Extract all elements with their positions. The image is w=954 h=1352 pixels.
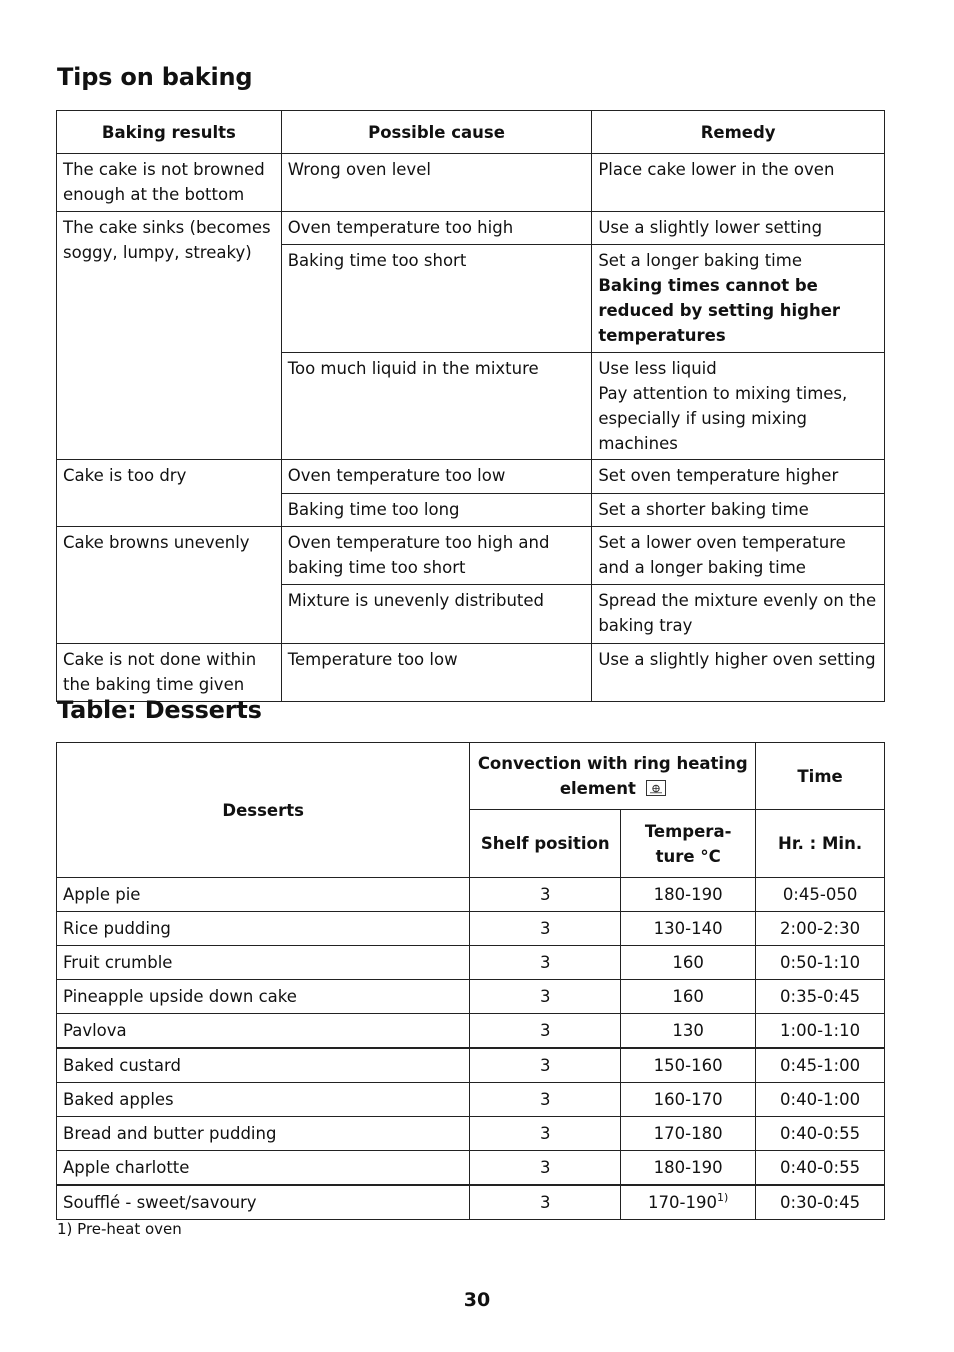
- temperature-value: 180-190: [621, 1151, 756, 1186]
- header-desserts: Desserts: [57, 743, 470, 878]
- cause-cell: Too much liquid in the mixture: [281, 353, 592, 460]
- shelf-value: 3: [470, 946, 621, 980]
- result-cell: Cake is too dry: [57, 460, 282, 527]
- table-row: [57, 878, 885, 912]
- remedy-cell: Set a lower oven temperature and a longer baking time: [592, 527, 885, 585]
- cause-cell: Baking time too long: [281, 494, 592, 527]
- desserts-table: [56, 742, 885, 1220]
- dessert-name: Rice pudding: [57, 912, 470, 946]
- cause-cell: Baking time too short: [281, 245, 592, 353]
- table-row: [57, 644, 885, 702]
- tips-table: [56, 110, 885, 702]
- shelf-value: 3: [470, 1014, 621, 1049]
- temperature-value: 160: [621, 980, 756, 1014]
- table-row: [57, 1048, 885, 1083]
- dessert-name: Pavlova: [57, 1014, 470, 1049]
- time-value: 0:40-0:55: [756, 1117, 885, 1151]
- time-value: 0:35-0:45: [756, 980, 885, 1014]
- temperature-value: 130-140: [621, 912, 756, 946]
- remedy-text: Set a longer baking time: [598, 251, 802, 270]
- remedy-cell: Use a slightly lower setting: [592, 212, 885, 245]
- remedy-cell: Spread the mixture evenly on the baking tray: [592, 585, 885, 644]
- remedy-cell: Set oven temperature higher: [592, 460, 885, 494]
- remedy-warning: Baking times cannot be reduced by setting higher temperatures: [598, 276, 841, 345]
- table-row: [57, 980, 885, 1014]
- header-time: Time: [756, 743, 885, 810]
- table-row: [57, 527, 885, 585]
- temperature-value: 180-190: [621, 878, 756, 912]
- cause-cell: Oven temperature too high and baking time too short: [281, 527, 592, 585]
- tips-heading: Tips on baking: [57, 63, 253, 91]
- shelf-value: 3: [470, 878, 621, 912]
- time-value: 0:45-1:00: [756, 1048, 885, 1083]
- dessert-name: Soufflé - sweet/savoury: [57, 1185, 470, 1220]
- temperature-value: 130: [621, 1014, 756, 1049]
- footnote: 1) Pre-heat oven: [57, 1220, 182, 1238]
- dessert-name: Apple charlotte: [57, 1151, 470, 1186]
- time-value: 0:30-0:45: [756, 1185, 885, 1220]
- header-convection: [470, 743, 756, 810]
- table-row: [57, 154, 885, 212]
- cause-cell: Mixture is unevenly distributed: [281, 585, 592, 644]
- cause-cell: Oven temperature too low: [281, 460, 592, 494]
- remedy-text: Pay attention to mixing times, especially if using mixing machines: [598, 384, 848, 453]
- time-value: 2:00-2:30: [756, 912, 885, 946]
- result-cell: The cake sinks (becomes soggy, lumpy, streaky): [57, 212, 282, 460]
- header-remedy: Remedy: [592, 111, 885, 154]
- temperature-value: 160: [621, 946, 756, 980]
- header-possible-cause: Possible cause: [281, 111, 592, 154]
- footnote-marker: 1): [716, 1191, 729, 1204]
- dessert-name: Bread and butter pudding: [57, 1117, 470, 1151]
- remedy-cell: [592, 245, 885, 353]
- time-value: 1:00-1:10: [756, 1014, 885, 1049]
- cause-cell: Temperature too low: [281, 644, 592, 702]
- table-row: [57, 1014, 885, 1049]
- time-value: 0:40-1:00: [756, 1083, 885, 1117]
- result-cell: Cake browns unevenly: [57, 527, 282, 644]
- table-row: [57, 1151, 885, 1186]
- table-row: [57, 912, 885, 946]
- shelf-value: 3: [470, 1151, 621, 1186]
- header-hr-min: Hr. : Min.: [756, 810, 885, 878]
- table-header-row: [57, 743, 885, 810]
- shelf-value: 3: [470, 980, 621, 1014]
- temperature-value: 160-170: [621, 1083, 756, 1117]
- dessert-name: Fruit crumble: [57, 946, 470, 980]
- remedy-text: Use less liquid: [598, 359, 717, 378]
- table-row: [57, 1185, 885, 1220]
- table-header-row: [57, 111, 885, 154]
- dessert-name: Apple pie: [57, 878, 470, 912]
- shelf-value: 3: [470, 1083, 621, 1117]
- temperature-value: 150-160: [621, 1048, 756, 1083]
- time-value: 0:40-0:55: [756, 1151, 885, 1186]
- desserts-heading: Table: Desserts: [57, 696, 262, 724]
- table-row: [57, 212, 885, 245]
- dessert-name: Pineapple upside down cake: [57, 980, 470, 1014]
- result-cell: The cake is not browned enough at the bottom: [57, 154, 282, 212]
- shelf-value: 3: [470, 1117, 621, 1151]
- shelf-value: 3: [470, 1185, 621, 1220]
- temperature-value: 170-180: [621, 1117, 756, 1151]
- table-row: [57, 1117, 885, 1151]
- shelf-value: 3: [470, 1048, 621, 1083]
- temperature-text: 170-190: [648, 1193, 717, 1212]
- dessert-name: Baked custard: [57, 1048, 470, 1083]
- time-value: 0:45-050: [756, 878, 885, 912]
- table-row: [57, 1083, 885, 1117]
- remedy-cell: [592, 353, 885, 460]
- dessert-name: Baked apples: [57, 1083, 470, 1117]
- header-temperature: Tempera-ture °C: [621, 810, 756, 878]
- header-convection-label: Convection with ring heating element: [477, 754, 748, 798]
- header-baking-results: Baking results: [57, 111, 282, 154]
- remedy-cell: Place cake lower in the oven: [592, 154, 885, 212]
- temperature-value: [621, 1185, 756, 1220]
- shelf-value: 3: [470, 912, 621, 946]
- page-number: 30: [463, 1289, 491, 1311]
- result-cell: Cake is not done within the baking time given: [57, 644, 282, 702]
- fan-oven-icon: [646, 780, 666, 796]
- remedy-cell: Set a shorter baking time: [592, 494, 885, 527]
- time-value: 0:50-1:10: [756, 946, 885, 980]
- header-shelf-position: Shelf position: [470, 810, 621, 878]
- table-row: [57, 460, 885, 494]
- cause-cell: Oven temperature too high: [281, 212, 592, 245]
- cause-cell: Wrong oven level: [281, 154, 592, 212]
- table-row: [57, 946, 885, 980]
- remedy-cell: Use a slightly higher oven setting: [592, 644, 885, 702]
